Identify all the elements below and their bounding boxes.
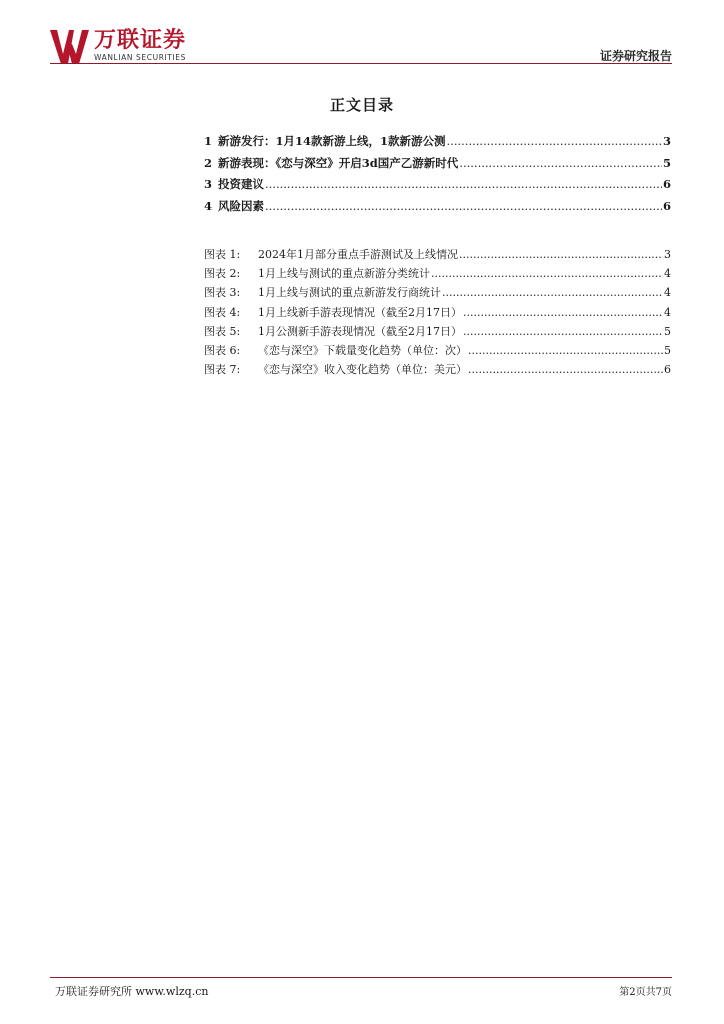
toc-entry-title: 新游表现：《恋与深空》开启3d国产乙游新时代 [218, 155, 459, 170]
logo-chinese-name: 万联证券 [94, 28, 187, 53]
toc-entry-number: 1 [204, 134, 213, 148]
dot-leader [459, 248, 663, 261]
dot-leader [447, 134, 662, 148]
toc-entry-number: 3 [204, 177, 213, 191]
figure-title: 1月上线与测试的重点新游发行商统计 [258, 286, 441, 300]
wanlian-w-logo-icon [50, 30, 90, 64]
figure-label: 图表 5: [204, 324, 241, 338]
figure-page: 5 [664, 324, 671, 338]
toc-entry-title: 风险因素 [218, 198, 264, 213]
figure-page: 4 [664, 267, 671, 281]
page-number: 第2页共7页 [619, 987, 672, 998]
figure-title: 1月上线与测试的重点新游分类统计 [258, 267, 430, 281]
header-divider [50, 63, 672, 64]
dot-leader [468, 344, 663, 357]
logo-english-name: WANLIAN SECURITIES [94, 53, 187, 62]
toc-entry[interactable] [204, 176, 671, 198]
footer-divider [50, 977, 672, 978]
dot-leader [265, 177, 662, 191]
figure-entry[interactable] [204, 361, 671, 380]
figure-entry[interactable] [204, 284, 671, 303]
table-of-contents [204, 133, 671, 219]
figure-label: 图表 6: [204, 343, 241, 357]
report-type-label: 证券研究报告 [599, 49, 672, 63]
figure-label: 图表 7: [204, 363, 241, 377]
figure-label: 图表 1: [204, 248, 241, 261]
figure-entry[interactable] [204, 246, 671, 265]
toc-entry-number: 2 [204, 155, 213, 170]
toc-entry[interactable] [204, 133, 671, 155]
figure-label: 图表 4: [204, 305, 241, 319]
toc-entry-page: 6 [662, 177, 671, 191]
figure-title: 1月公测新手游表现情况（截至2月17日） [258, 324, 462, 338]
figure-page: 3 [664, 248, 671, 261]
toc-title: 正文目录 [329, 96, 394, 114]
dot-leader [463, 325, 663, 338]
figure-entry[interactable] [204, 265, 671, 284]
figure-page: 4 [664, 305, 671, 319]
dot-leader [442, 286, 663, 299]
figure-entry[interactable] [204, 304, 671, 323]
figure-page: 6 [664, 363, 671, 377]
figure-entry[interactable] [204, 342, 671, 361]
figure-title: 2024年1月部分重点手游测试及上线情况 [258, 248, 458, 261]
dot-leader [431, 267, 663, 280]
footer-source: 万联证券研究所 www.wlzq.cn [55, 985, 209, 998]
toc-entry-title: 新游发行：1月14款新游上线，1款新游公测 [218, 134, 446, 148]
figure-label: 图表 2: [204, 267, 241, 281]
figure-list [204, 246, 671, 380]
toc-entry-page: 6 [662, 198, 671, 213]
company-logo [50, 30, 186, 66]
dot-leader [459, 156, 662, 170]
dot-leader [265, 199, 662, 213]
figure-page: 4 [664, 286, 671, 300]
toc-entry[interactable] [204, 155, 671, 177]
toc-entry-page: 5 [662, 155, 671, 170]
toc-entry[interactable] [204, 198, 671, 220]
toc-entry-number: 4 [204, 198, 213, 213]
figure-title: 《恋与深空》收入变化趋势（单位：美元） [258, 363, 467, 377]
figure-entry[interactable] [204, 323, 671, 342]
dot-leader [468, 363, 663, 376]
figure-page: 5 [664, 343, 671, 357]
dot-leader [463, 306, 663, 319]
toc-entry-title: 投资建议 [218, 177, 264, 191]
page-header [0, 0, 724, 70]
toc-entry-page: 3 [662, 134, 671, 148]
figure-title: 《恋与深空》下载量变化趋势（单位：次） [258, 343, 467, 357]
figure-title: 1月上线新手游表现情况（截至2月17日） [258, 305, 462, 319]
figure-label: 图表 3: [204, 286, 241, 300]
